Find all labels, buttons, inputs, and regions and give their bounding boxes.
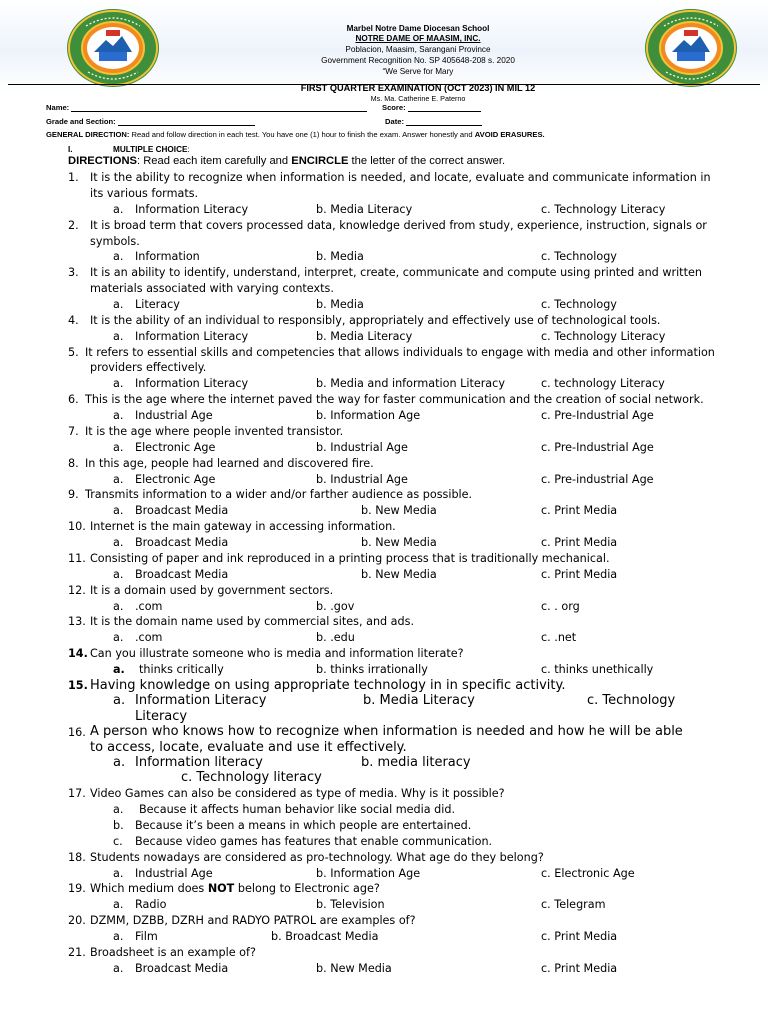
- question-text: In this age, people had learned and discovered fire.: [85, 457, 374, 470]
- question-text: This is the age where the internet paved the way for faster communication and the creation of social network.: [85, 393, 704, 406]
- choice-a-letter: a.: [113, 867, 124, 880]
- choice-a[interactable]: thinks critically: [139, 663, 224, 676]
- choice-b[interactable]: b. thinks irrationally: [316, 663, 428, 676]
- choice-a[interactable]: Literacy: [135, 298, 180, 311]
- question-text: Students nowadays are considered as pro-technology. What age do they belong?: [90, 851, 544, 864]
- question-text: It is the ability of an individual to responsibly, appropriately and effectively use of technological tools.: [90, 314, 661, 327]
- question-number: 18.: [68, 851, 86, 864]
- choice-b[interactable]: b. Media Literacy: [316, 330, 413, 343]
- choice-a[interactable]: Broadcast Media: [135, 962, 229, 975]
- choice-a-letter: a.: [113, 693, 126, 708]
- choice-c[interactable]: c. Technology Literacy: [541, 330, 666, 343]
- date-blank[interactable]: [406, 117, 482, 126]
- question-number: 11.: [68, 552, 86, 565]
- choice-c[interactable]: c. technology Literacy: [541, 377, 665, 390]
- score-blank[interactable]: [408, 103, 481, 112]
- school-address: Poblacion, Maasim, Sarangani Province: [345, 45, 491, 54]
- question-text: It is a domain used by government sectors.: [90, 584, 334, 597]
- choice-b[interactable]: b. New Media: [316, 962, 392, 975]
- directions-emphasis: ENCIRCLE: [291, 155, 349, 167]
- exam-title: FIRST QUARTER EXAMINATION (OCT 2023) IN MIL 12: [300, 83, 536, 93]
- choice-b[interactable]: b. New Media: [361, 536, 437, 549]
- school-motto: “We Serve for Mary: [382, 67, 454, 76]
- section-title-text: MULTIPLE CHOICE: [113, 145, 188, 154]
- choice-c-continued[interactable]: Literacy: [135, 709, 188, 724]
- choice-b[interactable]: Because it’s been a means in which people are entertained.: [135, 819, 472, 832]
- school-seal-right: [644, 8, 738, 88]
- choice-c[interactable]: c. Print Media: [541, 536, 618, 549]
- choice-a[interactable]: Film: [135, 930, 158, 943]
- choice-b[interactable]: b. Industrial Age: [316, 473, 408, 486]
- choice-c[interactable]: c. Print Media: [541, 930, 618, 943]
- name-label: Name:: [46, 103, 70, 112]
- choice-a-letter: a.: [113, 898, 124, 911]
- choice-a[interactable]: Electronic Age: [135, 441, 216, 454]
- question-number: 6.: [68, 393, 79, 406]
- choice-a[interactable]: Information: [135, 250, 200, 263]
- choice-a-letter: a.: [113, 441, 124, 454]
- question-number: 19.: [68, 882, 86, 895]
- choice-a[interactable]: Broadcast Media: [135, 568, 229, 581]
- question-text: It is the domain name used by commercial sites, and ads.: [90, 615, 415, 628]
- question-number: 14.: [68, 647, 88, 660]
- question-number: 20.: [68, 914, 86, 927]
- choice-b[interactable]: b. Media: [316, 298, 364, 311]
- question-number: 3.: [68, 266, 79, 279]
- question-number: 8.: [68, 457, 79, 470]
- choice-a[interactable]: Because it affects human behavior like social media did.: [139, 803, 456, 816]
- choice-b[interactable]: b. media literacy: [361, 755, 471, 770]
- choice-b[interactable]: b. Information Age: [316, 867, 421, 880]
- question-text: Can you illustrate someone who is media and information literate?: [90, 647, 464, 660]
- question-text-continued: symbols.: [90, 235, 140, 248]
- choice-a-letter: a.: [113, 250, 124, 263]
- question-number: 21.: [68, 946, 86, 959]
- choice-b[interactable]: b. Media: [316, 250, 364, 263]
- choice-c[interactable]: c. . org: [541, 600, 580, 613]
- choice-c[interactable]: c. Pre-industrial Age: [541, 473, 654, 486]
- teacher-name: Ms. Ma. Catherine E. Paterno: [370, 94, 466, 103]
- grade-section-blank[interactable]: [118, 117, 255, 126]
- choice-c-letter: c.: [113, 835, 123, 848]
- choice-b[interactable]: b. Industrial Age: [316, 441, 408, 454]
- question-text: It refers to essential skills and competencies that allows individuals to engage with media and other information: [85, 346, 715, 359]
- choice-a-letter: a.: [113, 803, 124, 816]
- date-field[interactable]: [385, 117, 482, 126]
- choice-a-letter: a.: [113, 298, 124, 311]
- choice-a-letter: a.: [113, 962, 124, 975]
- school-name: Marbel Notre Dame Diocesan School: [346, 24, 490, 33]
- section-numeral: I.: [68, 145, 73, 154]
- question-text: It is an ability to identify, understand, interpret, create, communicate and compute using printed and written: [90, 266, 702, 279]
- choice-b[interactable]: b. Media Literacy: [363, 693, 475, 708]
- question-text: Consisting of paper and ink reproduced in a printing process that is traditionally mechanical.: [90, 552, 610, 565]
- question-number: 12.: [68, 584, 86, 597]
- choice-a[interactable]: .com: [135, 631, 163, 644]
- choice-a[interactable]: Industrial Age: [135, 409, 213, 422]
- name-field[interactable]: [46, 103, 367, 112]
- choice-c[interactable]: c. Print Media: [541, 962, 618, 975]
- choice-c[interactable]: c. Print Media: [541, 568, 618, 581]
- choice-a-letter: a.: [113, 504, 124, 517]
- choice-b[interactable]: b. Television: [316, 898, 385, 911]
- directions-text-1: : Read each item carefully and: [137, 155, 292, 167]
- choice-a-letter: a.: [113, 663, 125, 676]
- directions-label: DIRECTIONS: [68, 155, 137, 167]
- choice-a-letter: a.: [113, 536, 124, 549]
- choice-c[interactable]: c. Telegram: [541, 898, 606, 911]
- question-number: 13.: [68, 615, 86, 628]
- corporation-name: NOTRE DAME OF MAASIM, INC.: [355, 34, 481, 43]
- choice-c[interactable]: c. Electronic Age: [541, 867, 635, 880]
- question-text-continued: to access, locate, evaluate and use it effectively.: [90, 740, 407, 755]
- government-recognition: Government Recognition No. SP 405648-208 s. 2020: [321, 56, 515, 65]
- choice-a-letter: a.: [113, 473, 124, 486]
- question-number: 10.: [68, 520, 86, 533]
- question-number: 1.: [68, 171, 79, 184]
- score-label: Score:: [382, 103, 406, 112]
- choice-b[interactable]: b. Media and information Literacy: [316, 377, 505, 390]
- choice-a[interactable]: Information Literacy: [135, 203, 249, 216]
- directions: [68, 155, 505, 167]
- general-direction: [46, 130, 545, 139]
- choice-c[interactable]: c. Pre-Industrial Age: [541, 409, 654, 422]
- choice-b[interactable]: b. .edu: [316, 631, 355, 644]
- question-text: Internet is the main gateway in accessing information.: [90, 520, 396, 533]
- choice-b-letter: b.: [113, 819, 124, 832]
- choice-c[interactable]: c. .net: [541, 631, 577, 644]
- choice-a[interactable]: Information Literacy: [135, 693, 267, 708]
- question-number: 9.: [68, 488, 79, 501]
- choice-a[interactable]: .com: [135, 600, 163, 613]
- choice-b[interactable]: b. Media Literacy: [316, 203, 413, 216]
- choice-a[interactable]: Information Literacy: [135, 330, 249, 343]
- question-number: 15.: [68, 679, 88, 692]
- grade-section-field[interactable]: [46, 117, 255, 126]
- question-text: [90, 881, 380, 897]
- school-seal-left: [66, 8, 160, 88]
- question-number: 4.: [68, 314, 79, 327]
- choice-a-letter: a.: [113, 203, 124, 216]
- question-text: Video Games can also be considered as type of media. Why is it possible?: [90, 787, 505, 800]
- directions-text-2: the letter of the correct answer.: [348, 155, 506, 167]
- question-text-continued: its various formats.: [90, 187, 199, 200]
- section-title: [113, 145, 190, 154]
- grade-section-label: Grade and Section:: [46, 117, 116, 126]
- choice-a[interactable]: Information Literacy: [135, 377, 249, 390]
- choice-a[interactable]: Industrial Age: [135, 867, 213, 880]
- question-text-part: Which medium does: [90, 882, 208, 895]
- choice-a-letter: a.: [113, 930, 124, 943]
- question-number: 17.: [68, 787, 86, 800]
- question-text: It is the ability to recognize when information is needed, and locate, evaluate and communicate information in: [90, 171, 711, 184]
- choice-a-letter: a.: [113, 600, 124, 613]
- choice-c[interactable]: c. Print Media: [541, 504, 618, 517]
- choice-c[interactable]: c. Technology: [541, 298, 617, 311]
- choice-a[interactable]: Radio: [135, 898, 167, 911]
- choice-c[interactable]: c. Technology literacy: [181, 770, 322, 785]
- name-blank[interactable]: [71, 103, 367, 112]
- section-title-colon: :: [187, 145, 190, 154]
- score-field[interactable]: [382, 103, 481, 112]
- choice-a-letter: a.: [113, 377, 124, 390]
- choice-b[interactable]: b. New Media: [361, 568, 437, 581]
- choice-c[interactable]: c. Pre-Industrial Age: [541, 441, 654, 454]
- question-text-emphasis: NOT: [207, 882, 235, 895]
- choice-a-letter: a.: [113, 568, 124, 581]
- choice-b[interactable]: b. Broadcast Media: [271, 930, 379, 943]
- choice-a-letter: a.: [113, 409, 124, 422]
- question-text: Broadsheet is an example of?: [90, 946, 256, 959]
- choice-c[interactable]: c. Technology Literacy: [541, 203, 666, 216]
- choice-a[interactable]: Information literacy: [135, 755, 263, 770]
- choice-a[interactable]: Broadcast Media: [135, 504, 229, 517]
- question-number: 16.: [68, 726, 86, 739]
- question-number: 2.: [68, 219, 79, 232]
- question-text: Having knowledge on using appropriate technology in in specific activity.: [90, 678, 566, 693]
- choice-a-letter: a.: [113, 631, 124, 644]
- question-text: DZMM, DZBB, DZRH and RADYO PATROL are examples of?: [90, 914, 416, 927]
- date-label: Date:: [385, 117, 404, 126]
- choice-a-letter: a.: [113, 755, 126, 770]
- question-text: It is the age where people invented transistor.: [85, 425, 344, 438]
- choice-c[interactable]: c. thinks unethically: [541, 663, 654, 676]
- choice-a[interactable]: Electronic Age: [135, 473, 216, 486]
- choice-c[interactable]: Because video games has features that enable communication.: [135, 835, 493, 848]
- question-number: 5.: [68, 346, 79, 359]
- question-text: It is broad term that covers processed data, knowledge derived from study, experience, instruction, signals or: [90, 219, 707, 232]
- question-number: 7.: [68, 425, 79, 438]
- choice-b[interactable]: b. .gov: [316, 600, 355, 613]
- choice-b[interactable]: b. Information Age: [316, 409, 421, 422]
- choice-c[interactable]: c. Technology: [587, 693, 676, 708]
- choice-b[interactable]: b. New Media: [361, 504, 437, 517]
- question-text-part: belong to Electronic age?: [234, 882, 380, 895]
- question-text: A person who knows how to recognize when information is needed and how he will be able: [90, 724, 683, 739]
- choice-c[interactable]: c. Technology: [541, 250, 617, 263]
- general-direction-label: GENERAL DIRECTION:: [46, 130, 130, 139]
- general-direction-emphasis: AVOID ERASURES.: [474, 130, 545, 139]
- general-direction-text: Read and follow direction in each test. You have one (1) hour to finish the exam. Answer honestly and: [129, 130, 475, 139]
- choice-a-letter: a.: [113, 330, 124, 343]
- question-text-continued: providers effectively.: [90, 361, 207, 374]
- question-text-continued: materials associated with varying contexts.: [90, 282, 334, 295]
- question-text: Transmits information to a wider and/or farther audience as possible.: [85, 488, 473, 501]
- choice-a[interactable]: Broadcast Media: [135, 536, 229, 549]
